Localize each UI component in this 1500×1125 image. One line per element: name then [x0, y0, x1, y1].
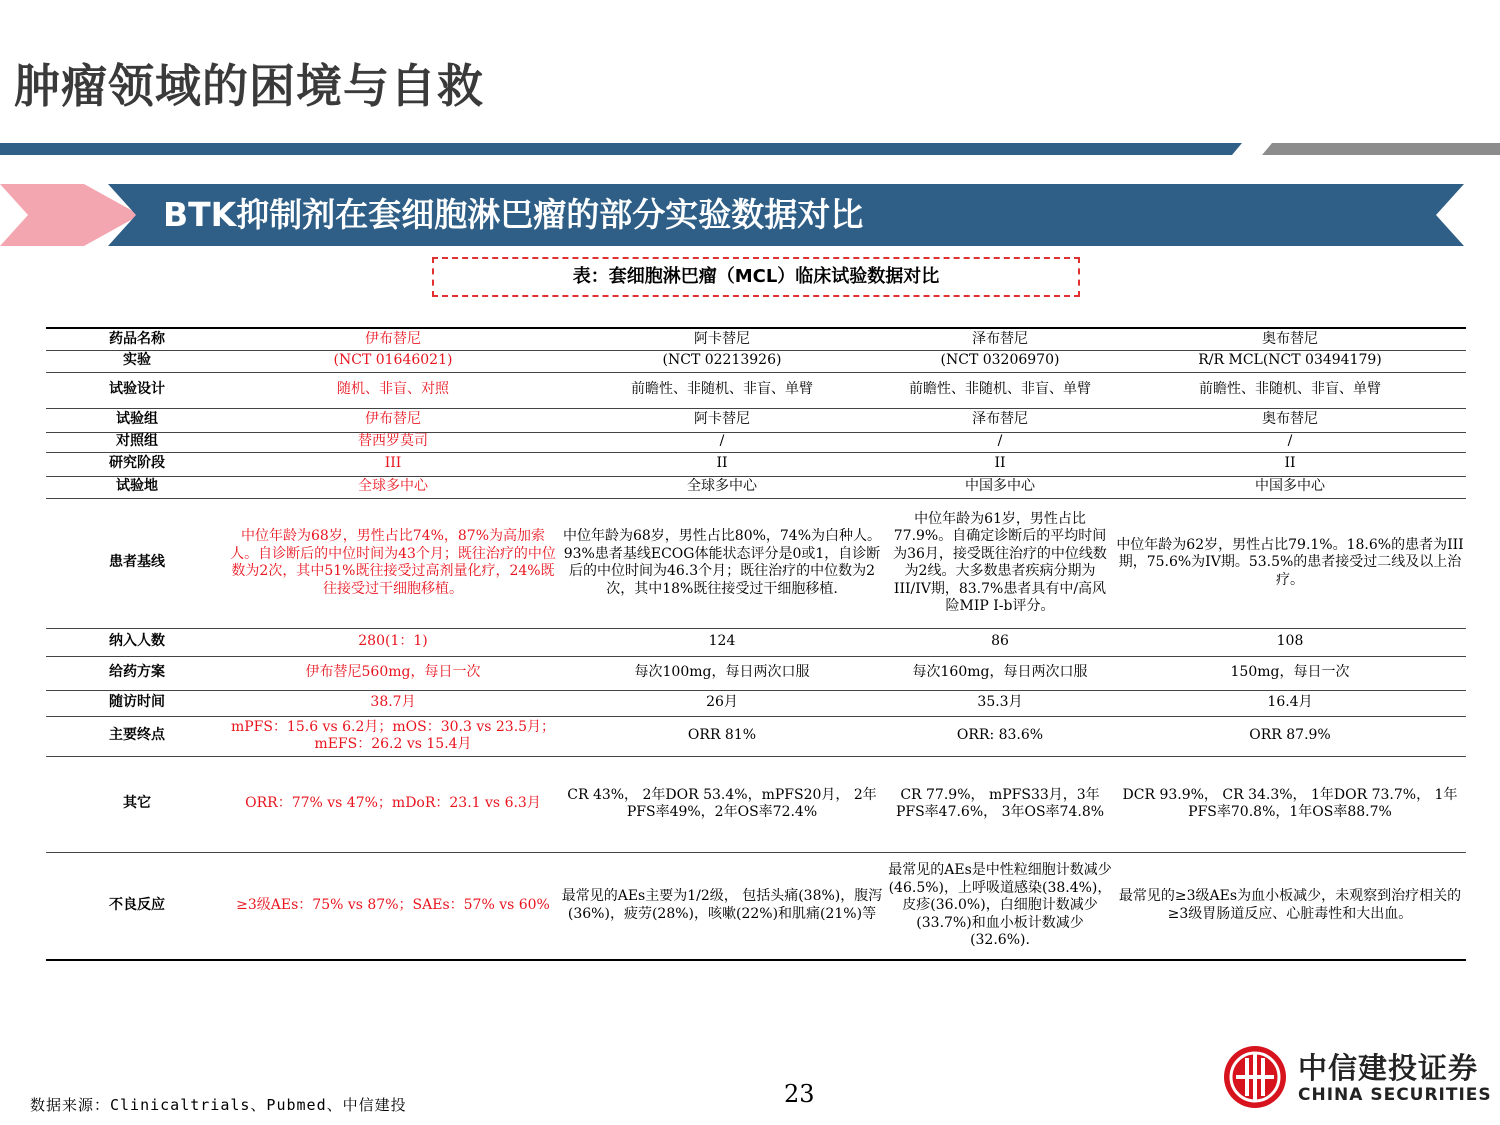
table-cell: 中位年龄为62岁，男性占比79.1%。18.6%的患者为III期，75.6%为IV期。53.5%的患者接受过二线及以上治疗。 — [1114, 498, 1466, 628]
table-cell: ORR：77% vs 47%；mDoR：23.1 vs 6.3月 — [228, 756, 558, 852]
table-cell: (NCT 03206970) — [886, 350, 1114, 372]
table-cell: II — [1114, 452, 1466, 476]
table-cell: 16.4月 — [1114, 690, 1466, 716]
row-label: 不良反应 — [46, 852, 228, 960]
page-title: 肿瘤领域的困境与自救 — [14, 59, 484, 113]
table-cell: 35.3月 — [886, 690, 1114, 716]
section-banner-title: BTK抑制剂在套细胞淋巴瘤的部分实验数据对比 — [163, 195, 864, 234]
table-cell: 108 — [1114, 628, 1466, 656]
table-cell: 每次160mg，每日两次口服 — [886, 656, 1114, 690]
comparison-table — [46, 327, 1466, 961]
table-cell: 中位年龄为68岁，男性占比80%，74%为白种人。93%患者基线ECOG体能状态评分是0或1，自诊断后的中位时间为46.3个月；既往治疗的中位数为2次，其中18%既往接受过干细胞移植. — [558, 498, 886, 628]
table-cell: 全球多中心 — [558, 476, 886, 498]
table-cell: 伊布替尼 — [228, 408, 558, 432]
table-row — [46, 498, 1466, 628]
table-cell: 伊布替尼 — [228, 328, 558, 350]
table-cell: 最常见的≥3级AEs为血小板减少，未观察到治疗相关的≥3级胃肠道反应、心脏毒性和大出血。 — [1114, 852, 1466, 960]
brand-name-cn: 中信建投证券 — [1298, 1051, 1479, 1085]
table-cell: 124 — [558, 628, 886, 656]
table-cell: (NCT 01646021) — [228, 350, 558, 372]
table-cell: / — [886, 432, 1114, 452]
table-cell: 前瞻性、非随机、非盲、单臂 — [558, 372, 886, 408]
table-row — [46, 628, 1466, 656]
table-cell: 中位年龄为68岁，男性占比74%，87%为高加索人。自诊断后的中位时间为43个月；既往治疗的中位数为2次，其中51%既往接受过高剂量化疗，24%既往接受过干细胞移植。 — [228, 498, 558, 628]
table-cell: 150mg，每日一次 — [1114, 656, 1466, 690]
title-rule-blue — [0, 143, 1242, 155]
row-label: 纳入人数 — [46, 628, 228, 656]
table-cell: mPFS：15.6 vs 6.2月；mOS：30.3 vs 23.5月；mEFS：26.2 vs 15.4月 — [228, 716, 558, 756]
row-label: 随访时间 — [46, 690, 228, 716]
row-label: 实验 — [46, 350, 228, 372]
table-cell: II — [558, 452, 886, 476]
table-row — [46, 476, 1466, 498]
row-label: 对照组 — [46, 432, 228, 452]
table-cell: 随机、非盲、对照 — [228, 372, 558, 408]
table-cell: 中位年龄为61岁，男性占比77.9%。自确定诊断后的平均时间为36月，接受既往治疗的中位线数为2线。大多数患者疾病分期为III/IV期，83.7%患者具有中/高风险MIP I-b评分。 — [886, 498, 1114, 628]
table-cell: 38.7月 — [228, 690, 558, 716]
row-label: 试验地 — [46, 476, 228, 498]
table-row — [46, 372, 1466, 408]
table-cell: 奥布替尼 — [1114, 408, 1466, 432]
table-cell: 伊布替尼560mg，每日一次 — [228, 656, 558, 690]
row-label: 给药方案 — [46, 656, 228, 690]
table-row — [46, 690, 1466, 716]
table-cell: / — [558, 432, 886, 452]
table-cell: 最常见的AEs是中性粒细胞计数减少(46.5%)，上呼吸道感染(38.4%)，皮疹(36.0%)，白细胞计数减少(33.7%)和血小板计数减少(32.6%). — [886, 852, 1114, 960]
row-label: 患者基线 — [46, 498, 228, 628]
brand-name-en: CHINA SECURITIES — [1298, 1085, 1492, 1105]
table-cell: 最常见的AEs主要为1/2级， 包括头痛(38%)，腹泻(36%)，疲劳(28%)，咳嗽(22%)和肌痛(21%)等 — [558, 852, 886, 960]
row-label: 试验组 — [46, 408, 228, 432]
row-label: 其它 — [46, 756, 228, 852]
title-rule-gray — [1262, 143, 1500, 155]
table-cell: CR 77.9%， mPFS33月，3年PFS率47.6%， 3年OS率74.8% — [886, 756, 1114, 852]
table-cell: 26月 — [558, 690, 886, 716]
table-cell: R/R MCL(NCT 03494179) — [1114, 350, 1466, 372]
table-cell: ≥3级AEs：75% vs 87%；SAEs：57% vs 60% — [228, 852, 558, 960]
table-cell: 奥布替尼 — [1114, 328, 1466, 350]
table-cell: ORR: 83.6% — [886, 716, 1114, 756]
table-cell: 中国多中心 — [1114, 476, 1466, 498]
row-label: 主要终点 — [46, 716, 228, 756]
table-cell: CR 43%， 2年DOR 53.4%，mPFS20月， 2年PFS率49%，2年OS率72.4% — [558, 756, 886, 852]
table-row — [46, 408, 1466, 432]
table-row — [46, 328, 1466, 350]
table-row — [46, 452, 1466, 476]
table-cell: 中国多中心 — [886, 476, 1114, 498]
table-cell: / — [1114, 432, 1466, 452]
table-row — [46, 432, 1466, 452]
row-label: 试验设计 — [46, 372, 228, 408]
table-row — [46, 656, 1466, 690]
table-cell: DCR 93.9%， CR 34.3%， 1年DOR 73.7%， 1年PFS率70.8%，1年OS率88.7% — [1114, 756, 1466, 852]
data-source: 数据来源：Clinicaltrials、Pubmed、中信建投 — [30, 1096, 407, 1114]
table-caption: 表：套细胞淋巴瘤（MCL）临床试验数据对比 — [572, 266, 940, 287]
table-cell: 阿卡替尼 — [558, 328, 886, 350]
table-cell: 替西罗莫司 — [228, 432, 558, 452]
table-cell: 阿卡替尼 — [558, 408, 886, 432]
table-row — [46, 756, 1466, 852]
table-cell: 前瞻性、非随机、非盲、单臂 — [1114, 372, 1466, 408]
table-cell: ORR 87.9% — [1114, 716, 1466, 756]
table-cell: 86 — [886, 628, 1114, 656]
page-number: 23 — [784, 1080, 815, 1108]
table-row — [46, 716, 1466, 756]
table-row — [46, 350, 1466, 372]
table-row — [46, 852, 1466, 960]
china-securities-logo-icon — [1222, 1044, 1288, 1110]
table-cell: 每次100mg，每日两次口服 — [558, 656, 886, 690]
table-cell: 280(1：1) — [228, 628, 558, 656]
row-label: 研究阶段 — [46, 452, 228, 476]
table-cell: 全球多中心 — [228, 476, 558, 498]
table-cell: 前瞻性、非随机、非盲、单臂 — [886, 372, 1114, 408]
table-cell: II — [886, 452, 1114, 476]
table-cell: (NCT 02213926) — [558, 350, 886, 372]
table-cell: III — [228, 452, 558, 476]
table-cell: 泽布替尼 — [886, 328, 1114, 350]
table-cell: ORR 81% — [558, 716, 886, 756]
table-cell: 泽布替尼 — [886, 408, 1114, 432]
row-label: 药品名称 — [46, 328, 228, 350]
